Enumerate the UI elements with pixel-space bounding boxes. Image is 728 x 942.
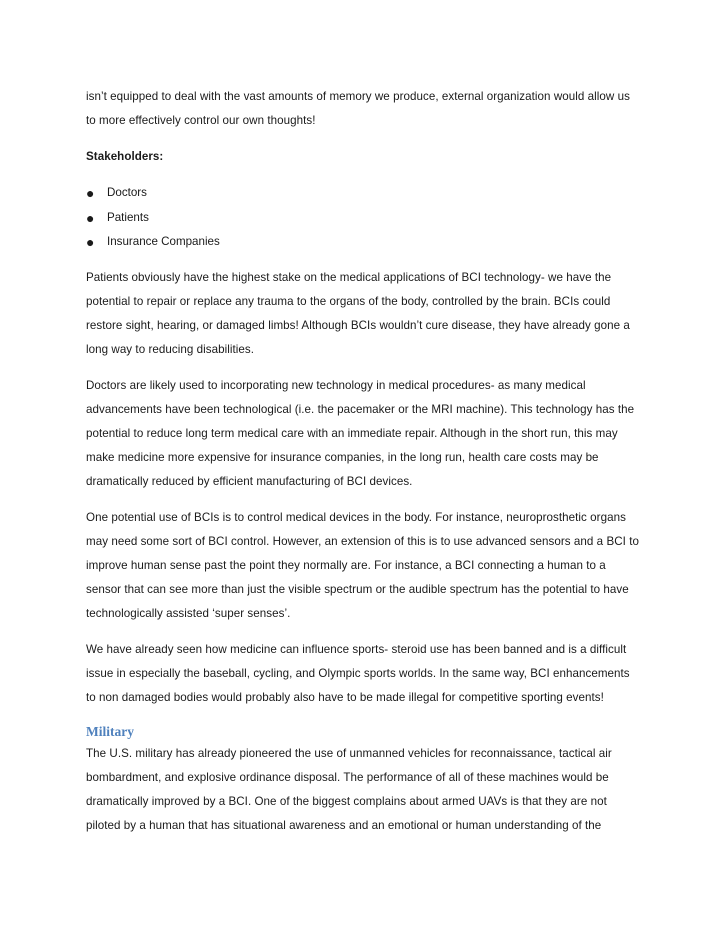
military-heading: Military: [86, 723, 134, 739]
sports-paragraph: We have already seen how medicine can influence sports- steroid use has been banned and is a difficult issue in especially the baseball, cycling, and Olympic sports worlds. In the same way, BCI enhancements to non damaged bodies would probably also have to be made illegal for competitive sporting events!: [86, 642, 630, 704]
patients-paragraph: Patients obviously have the highest stake on the medical applications of BCI technology- we have the potential to repair or replace any trauma to the organs of the body, controlled by the brain. BCIs could restore sight, hearing, or damaged limbs! Although BCIs wouldn’t cure disease, they have already gone a long way to reducing disabilities.: [86, 270, 630, 356]
military-paragraph: The U.S. military has already pioneered the use of unmanned vehicles for reconnaissance, tactical air bombardment, and explosive ordinance disposal. The performance of all of these machines would be dramatically improved by a BCI. One of the biggest complains about armed UAVs is that they are not piloted by a human that has situational awareness and an emotional or human understanding of the: [86, 746, 612, 832]
bullet-icon: ●: [86, 185, 95, 201]
list-item: [86, 230, 642, 255]
stakeholder-patients: Patients: [107, 210, 149, 224]
stakeholder-insurance: Insurance Companies: [107, 235, 220, 248]
list-item: [86, 206, 642, 231]
list-item: [86, 181, 642, 206]
stakeholder-doctors: Doctors: [107, 186, 147, 199]
stakeholders-list: [86, 181, 642, 255]
medical-devices-paragraph: One potential use of BCIs is to control medical devices in the body. For instance, neuroprosthetic organs may need some sort of BCI control. However, an extension of this is to use advanced sensors and a BCI to improve human sense past the point they normally are. For instance, a BCI connecting a human to a sensor that can see more than just the visible spectrum or the audible spectrum has the potential to have technologically assisted ‘super senses’.: [86, 510, 639, 620]
stakeholders-label: Stakeholders:: [86, 150, 164, 163]
bullet-icon: ●: [86, 209, 95, 226]
bullet-icon: ●: [86, 234, 95, 250]
intro-paragraph: isn’t equipped to deal with the vast amounts of memory we produce, external organization would allow us to more effectively control our own thoughts!: [86, 90, 630, 127]
doctors-paragraph: Doctors are likely used to incorporating new technology in medical procedures- as many medical advancements have been technological (i.e. the pacemaker or the MRI machine). This technology has the potential to reduce long term medical care with an immediate repair. Although in the short run, this may make medicine more expensive for insurance companies, in the long run, health care costs may be dramatically reduced by efficient manufacturing of BCI devices.: [86, 378, 635, 488]
